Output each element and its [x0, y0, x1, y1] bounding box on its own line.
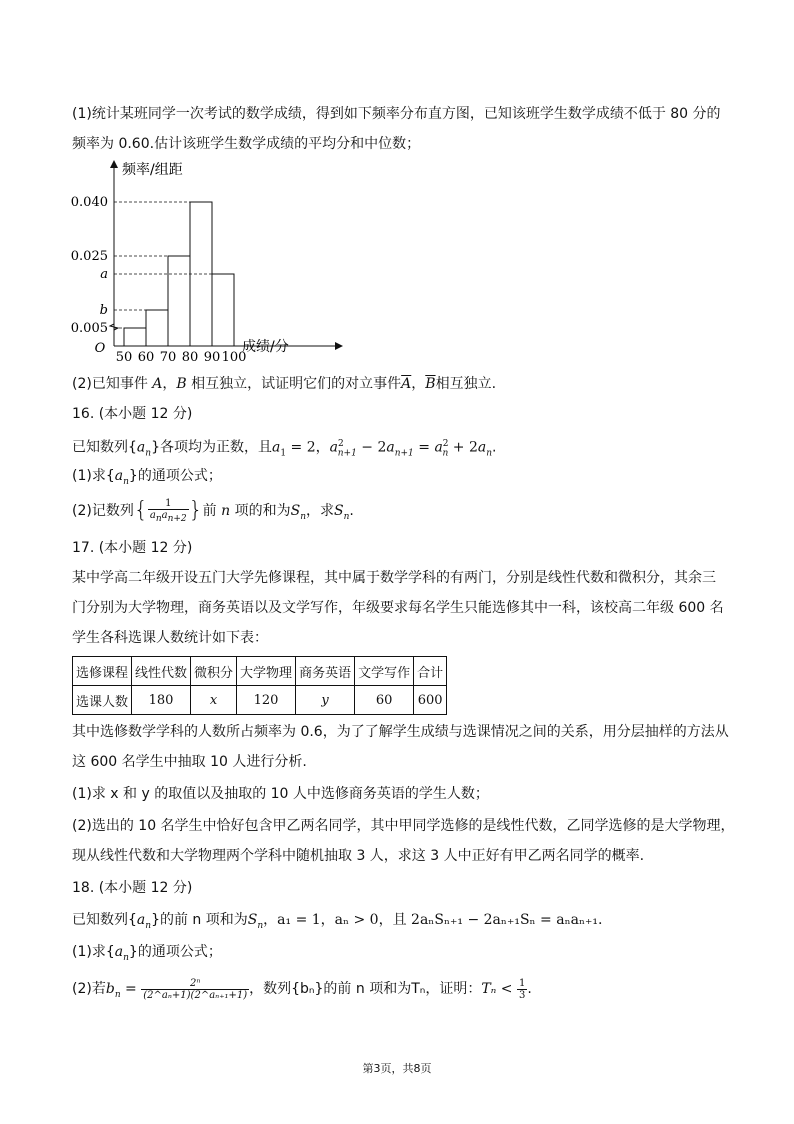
sub: n+1: [337, 448, 357, 459]
sub-n: n: [114, 989, 121, 1000]
fraction: [141, 978, 249, 1001]
condition: ，a₁ = 1，aₙ > 0，且 2aₙSₙ₊₁ − 2aₙ₊₁Sₙ = aₙaₙ₊₁.: [263, 912, 603, 928]
q15-part1-line2: 频率为 0.60.估计该班学生数学成绩的平均分和中位数；: [72, 136, 421, 152]
text: (2)记数列: [72, 503, 134, 519]
y-tick-label: 0.025: [70, 249, 108, 264]
var-a: a: [149, 509, 156, 521]
var-b: b: [105, 981, 115, 997]
var-a: a: [272, 439, 281, 456]
sub-n: n: [145, 448, 152, 459]
text: 前: [202, 503, 222, 519]
sup-2: 2: [442, 439, 449, 449]
text: }的通项公式；: [128, 944, 222, 960]
q17-line3: 学生各科选课人数统计如下表：: [72, 630, 268, 646]
sub-1: 1: [280, 448, 287, 459]
q16-stem: [72, 434, 496, 463]
var-a: a: [161, 509, 168, 521]
var-a: a: [114, 944, 124, 960]
denominator: (2^aₙ+1)(2^aₙ₊₁+1): [143, 989, 248, 1001]
text: }的前 n 项和为: [151, 912, 248, 928]
x-tick-label: 70: [159, 350, 177, 365]
q16-header: 16. (本小题 12 分): [72, 406, 193, 422]
q17-line5: 这 600 名学生中抽取 10 人进行分析.: [72, 754, 307, 770]
q17-part1: (1)求 x 和 y 的取值以及抽取的 10 人中选修商务英语的学生人数；: [72, 786, 489, 802]
table-cell: 180: [132, 686, 191, 715]
q15-part2-post: 相互独立.: [435, 376, 497, 392]
fraction: [148, 498, 189, 525]
var-a: a: [114, 468, 124, 484]
y-tick-label: 0.040: [70, 195, 108, 210]
var-a: a: [386, 439, 395, 456]
y-tick-label: b: [99, 303, 108, 318]
sub: n+1: [394, 448, 414, 459]
var-S: S: [247, 912, 258, 928]
x-axis-label: 成绩/分: [242, 339, 289, 355]
text: ，数列{bₙ}的前 n 项和为Tₙ，证明：: [249, 981, 482, 997]
sub-n: n: [257, 920, 264, 931]
table-row: [73, 686, 447, 715]
text: 已知数列{: [72, 439, 137, 456]
sub: n+2: [167, 513, 187, 524]
denominator: [148, 510, 189, 525]
text: .: [492, 439, 497, 456]
table-cell: 60: [355, 686, 414, 715]
text: 已知数列{: [72, 912, 137, 928]
q17-header: 17. (本小题 12 分): [72, 540, 193, 556]
fraction: [517, 978, 527, 1001]
sub-n: n: [300, 511, 306, 522]
var-a: a: [434, 439, 443, 456]
text: .: [349, 503, 354, 519]
q18-stem: [72, 910, 603, 936]
q17-part2-line2: 现从线性代数和大学物理两个学科中随机抽取 3 人，求这 3 人中正好有甲乙两名同学的概率.: [72, 848, 645, 864]
text: =: [413, 439, 435, 456]
table-cell: 120: [237, 686, 296, 715]
text: − 2: [356, 439, 387, 456]
x-tick-label: 90: [203, 350, 221, 365]
y-axis-label: 频率/组距: [122, 162, 183, 178]
table-cell: 合计: [414, 657, 447, 686]
q17-part2-line1: (2)选出的 10 名学生中恰好包含甲乙两名同学，其中甲同学选修的是线性代数，乙同学选修的是大学物理，: [72, 818, 735, 834]
table-cell: 600: [414, 686, 447, 715]
page-footer: 第3页，共8页: [362, 1062, 432, 1075]
text: .: [527, 981, 532, 997]
table-cell: 微积分: [191, 657, 237, 686]
y-tick-label: a: [100, 267, 108, 282]
q17-line1: 某中学高二年级开设五门大学先修课程，其中属于数学学科的有两门，分别是线性代数和微积分，其余三: [72, 570, 716, 586]
var-S: S: [290, 503, 301, 519]
var-S: S: [333, 503, 344, 519]
text: + 2: [448, 439, 478, 456]
q17-line4: 其中选修数学学科的人数所占频率为 0.6，为了了解学生成绩与选课情况之间的关系，用分层抽样的方法从: [72, 724, 729, 740]
var-a: a: [136, 439, 146, 456]
frequency-histogram: [64, 156, 354, 366]
x-tick-label: 100: [221, 350, 247, 365]
sup-2: 2: [338, 439, 344, 449]
q15-part2-pre: (2)已知事件: [72, 376, 153, 392]
table-cell: 商务英语: [296, 657, 355, 686]
text: (1)求{: [72, 944, 115, 960]
table-row: [73, 657, 447, 686]
table-cell: y: [296, 686, 355, 715]
table-cell: 选课人数: [73, 686, 132, 715]
event-A-complement: $\overline{A}$: [401, 376, 412, 392]
x-tick-label: 60: [137, 350, 155, 365]
x-tick-label: 80: [181, 350, 199, 365]
text: = 2，: [286, 439, 330, 456]
histogram-bar: [212, 274, 234, 346]
q15-part1-line1: (1)统计某班同学一次考试的数学成绩，得到如下频率分布直方图，已知该班学生数学成绩不低于 80 分的: [72, 106, 721, 122]
table-cell: 选修课程: [73, 657, 132, 686]
sub: n: [442, 448, 449, 459]
text: }的通项公式；: [128, 468, 222, 484]
q16-part2: [72, 496, 354, 532]
brace-right: }: [188, 498, 203, 523]
q16-part1: [72, 466, 222, 492]
y-tick-label: 0.005: [70, 321, 108, 336]
q15-part2-line: [72, 374, 496, 394]
text: ，求: [305, 503, 334, 519]
histogram-bar: [146, 310, 168, 346]
numerator: 1: [148, 498, 189, 510]
text: 项的和为: [230, 503, 291, 519]
numerator: 2ⁿ: [141, 978, 249, 990]
brace-left: {: [133, 498, 148, 523]
comma: ，: [411, 376, 426, 392]
origin-label: O: [94, 341, 106, 356]
var-a: a: [136, 912, 146, 928]
event-A: A: [152, 376, 163, 392]
var-a: a: [329, 439, 338, 456]
table-cell: 文学写作: [355, 657, 414, 686]
var-n: n: [221, 503, 231, 519]
comma: ，: [162, 376, 177, 392]
sub: n: [486, 448, 493, 459]
table-cell: x: [191, 686, 237, 715]
x-tick-label: 50: [115, 350, 133, 365]
course-table: [72, 656, 447, 715]
q18-header: 18. (本小题 12 分): [72, 880, 193, 896]
var-a: a: [477, 439, 487, 456]
denominator: 3: [518, 989, 526, 1001]
table-cell: 大学物理: [237, 657, 296, 686]
q18-part1: [72, 942, 222, 968]
sub-n: n: [343, 511, 350, 522]
numerator: 1: [518, 977, 526, 989]
q18-part2: [72, 972, 532, 1012]
histogram-bar: [168, 256, 190, 346]
sub-n: n: [123, 476, 129, 487]
table-cell: 线性代数: [132, 657, 191, 686]
q15-part2-mid: 相互独立，试证明它们的对立事件: [186, 376, 402, 392]
text: (1)求{: [72, 468, 115, 484]
event-B-complement: $\overline{B}$: [425, 376, 436, 392]
sub-n: n: [145, 920, 152, 931]
sub-n: n: [123, 952, 129, 963]
text: }各项均为正数，且: [151, 439, 272, 456]
inequality: Tₙ <: [481, 981, 517, 997]
histogram-bar: [124, 328, 146, 346]
q17-line2: 门分别为大学物理，商务英语以及文学写作，年级要求每名学生只能选修其中一科，该校高二年级 600 名: [72, 600, 724, 616]
event-B: B: [176, 376, 187, 392]
text: (2)若: [72, 981, 106, 997]
text: =: [120, 981, 142, 997]
sub: n: [155, 513, 162, 524]
